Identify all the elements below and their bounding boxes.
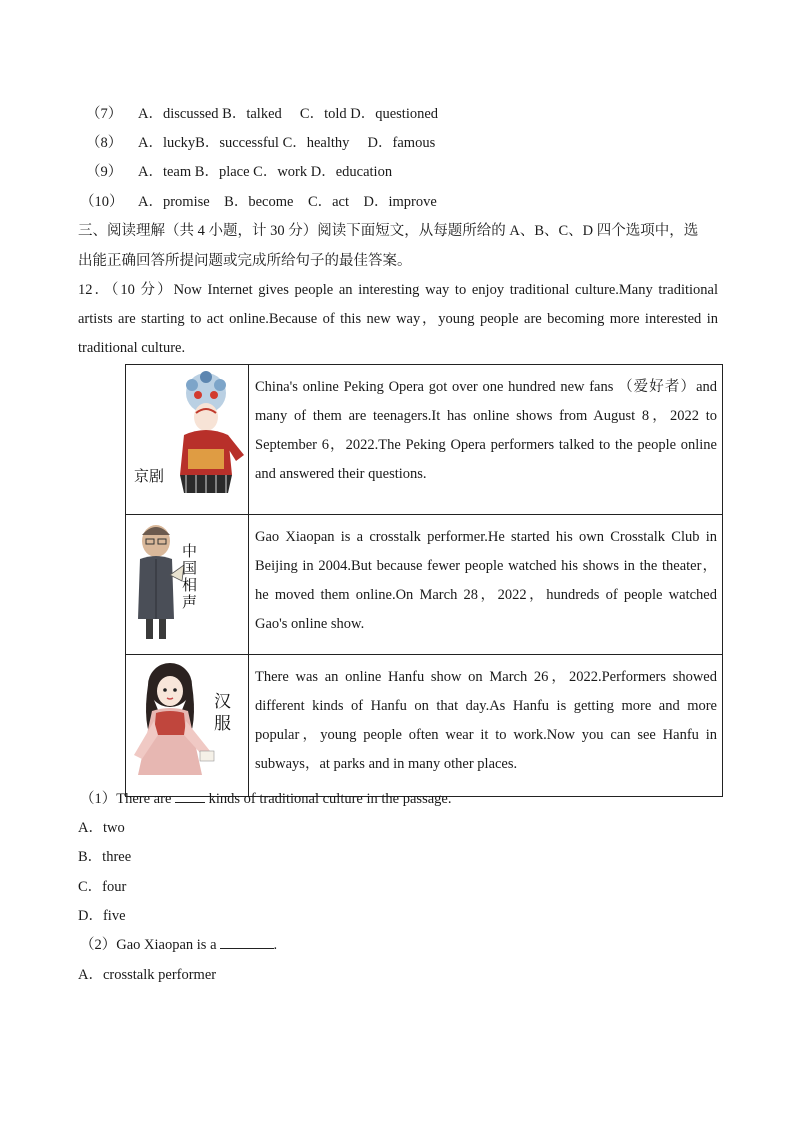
option-text: A．promise B．become C．act D．improve [138, 194, 437, 210]
crosstalk-image [126, 515, 249, 655]
question-2-prefix: （2）Gao Xiaopan is a [80, 937, 217, 953]
question-1-suffix: kinds of traditional culture in the passage. [208, 791, 452, 807]
cloze-option-row-10 [80, 192, 437, 212]
hanfu-image [126, 655, 249, 797]
option-d[interactable]: D．five [78, 908, 126, 924]
option-text: A．luckyB．successful C．healthy D．famous [138, 135, 436, 151]
question-1 [80, 789, 451, 809]
peking-opera-image [126, 365, 249, 515]
option-a[interactable]: A．two [78, 820, 125, 836]
option-a[interactable]: A．crosstalk performer [78, 967, 217, 983]
cloze-option-row-7 [86, 104, 438, 124]
answer-blank[interactable] [220, 948, 274, 949]
question-number: （7） [86, 106, 123, 122]
passage-intro: 12．（10 分）Now Internet gives people an interesting way to enjoy traditional culture.Many traditional artists are starting to act online.Because of this new way，young people are becoming more interested in traditional culture. [78, 282, 718, 356]
cloze-option-row-8 [86, 133, 435, 153]
section-heading-line1: 三、阅读理解（共 4 小题，计 30 分）阅读下面短文，从每题所给的 A、B、C、D 四个选项中，选 [78, 223, 699, 239]
question-number: （10） [80, 194, 124, 210]
peking-opera-label: 京剧 [134, 467, 165, 485]
option-text: A．team B．place C．work D．education [138, 164, 393, 180]
question-number: （9） [86, 164, 123, 180]
hanfu-label: 汉服 [214, 692, 231, 734]
hanfu-text: There was an online Hanfu show on March 26，2022.Performers showed different kinds of Hanfu on that day.As Hanfu is getting more and more popular，young people often wear it to work.Now you can see Hanfu in subways，at parks and in many other places. [249, 655, 723, 797]
peking-opera-text: China's online Peking Opera got over one hundred new fans （爱好者）and many of them are teenagers.It has online shows from August 8，2022 to September 6，2022.The Peking Opera performers talked to the people online and answered their questions. [249, 365, 723, 515]
table-row [126, 515, 723, 655]
question-2-suffix: . [273, 937, 278, 953]
crosstalk-label: 中国相声 [182, 542, 198, 611]
option-text: A．discussed B．talked C．told D．questioned [138, 106, 439, 122]
question-2 [80, 935, 277, 955]
cloze-option-row-9 [86, 162, 392, 182]
culture-table [125, 364, 723, 797]
option-c[interactable]: C．four [78, 879, 127, 895]
crosstalk-text: Gao Xiaopan is a crosstalk performer.He started his own Crosstalk Club in Beijing in 2004.But because fewer people watched his shows in the theater，he moved them online.On March 28，2022，hundreds of people watched Gao's online show. [249, 515, 723, 655]
table-row [126, 365, 723, 515]
peking-opera-icon [126, 365, 248, 509]
section-heading-line2: 出能正确回答所提问题或完成所给句子的最佳答案。 [78, 253, 412, 269]
question-number: （8） [86, 135, 123, 151]
option-b[interactable]: B．three [78, 849, 132, 865]
table-row [126, 655, 723, 797]
answer-blank[interactable] [175, 802, 205, 803]
question-1-prefix: （1）There are [80, 791, 172, 807]
